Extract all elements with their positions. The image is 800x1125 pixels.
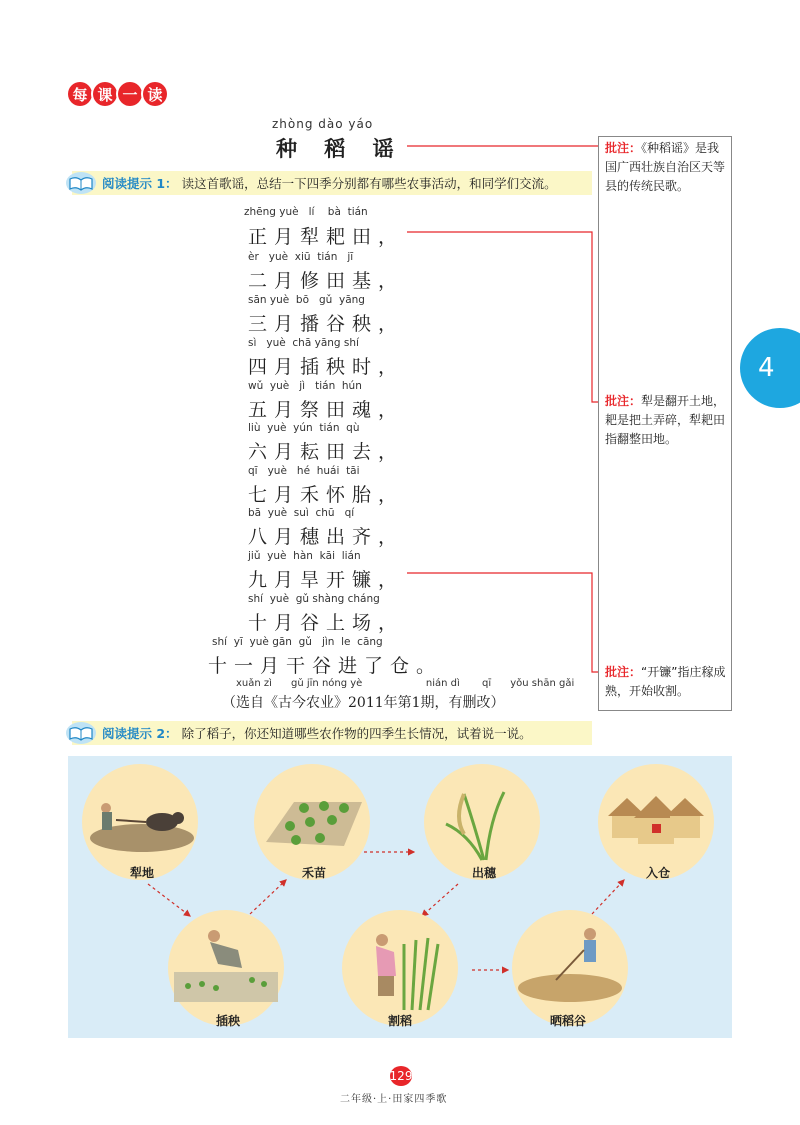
plowing-illustration (82, 764, 198, 880)
line-pinyin: shí yuè gǔ shàng cháng (248, 593, 380, 605)
stage-label: 插秧 (216, 1014, 241, 1028)
source-pinyin: xuǎn zì gǔ jīn nóng yè nián dì qī yǒu shān gǎi (236, 678, 575, 689)
line-pinyin: sì yuè chā yāng shí (248, 337, 359, 349)
stage-label: 犁地 (130, 866, 155, 880)
badge-char: 课 (93, 82, 117, 106)
stage-seedlings (254, 764, 370, 880)
line-pinyin: zhēng yuè lí bà tián (244, 206, 368, 218)
line-pinyin: sān yuè bō gǔ yāng (248, 294, 365, 306)
poem-line: 二月修田基， (248, 270, 405, 292)
stage-label: 出穗 (472, 866, 497, 880)
stage-label: 晒稻谷 (550, 1014, 587, 1028)
line-pinyin: èr yuè xiū tián jī (248, 251, 354, 263)
poem-line: 七月禾怀胎， (248, 484, 405, 506)
page-footer: 二年级·上·田家四季歌 (340, 1094, 448, 1105)
source-citation: （选自《古今农业》2011年第1期，有删改） (222, 695, 505, 711)
stage-harvesting (342, 910, 458, 1026)
poem-line: 三月播谷秧， (248, 313, 405, 335)
transplanting-illustration (168, 910, 284, 1026)
title-pinyin: zhòng dào yáo (272, 117, 374, 131)
poem-line: 十一月干谷进了仓。 (208, 655, 443, 677)
page-title: 种 稻 谣 (276, 136, 404, 161)
stage-heading (424, 764, 540, 880)
badge-char: 每 (68, 82, 92, 106)
hint-label: 阅读提示 2： (102, 726, 178, 741)
line-pinyin: liù yuè yún tián qù (248, 422, 360, 434)
annotation-1: 批注：《种稻谣》是我国广西壮族自治区天等县的传统民歌。 (605, 141, 726, 193)
drying-grain-illustration (512, 910, 628, 1026)
poem-line: 四月插秧时， (248, 356, 405, 378)
line-pinyin: qī yuè hé huái tāi (248, 465, 360, 477)
annotation-2: 批注：犁是翻开土地，耙是把土弄碎，犁耙田指翻整田地。 (605, 394, 726, 446)
line-pinyin: bā yuè suì chū qí (248, 507, 355, 519)
harvesting-illustration (342, 910, 458, 1026)
stage-label: 割稻 (388, 1014, 413, 1028)
book-icon (66, 722, 96, 744)
stage-drying (512, 910, 628, 1026)
connector-line (407, 573, 598, 672)
poem-line: 八月穗出齐， (248, 526, 405, 548)
stage-label: 入仓 (646, 866, 671, 880)
annotation-3: 批注：“开镰”指庄稼成熟，开始收割。 (605, 665, 726, 698)
line-pinyin: wǔ yuè jì tián hún (248, 380, 362, 392)
granary-illustration (598, 764, 714, 880)
line-pinyin: jiǔ yuè hàn kāi lián (248, 550, 361, 562)
stage-transplanting (168, 910, 284, 1026)
hint-text: 读这首歌谣，总结一下四季分别都有哪些农事活动，和同学们交流。 (181, 176, 557, 191)
hint-label: 阅读提示 1： (102, 176, 178, 191)
annotation-box (598, 136, 732, 711)
poem-line: 五月祭田魂， (248, 399, 405, 421)
stage-storing (598, 764, 714, 880)
poem-line: 正月犁耙田， (248, 226, 405, 248)
stage-label: 禾苗 (302, 866, 327, 880)
stage-plowing (82, 764, 198, 880)
poem-line: 六月耘田去， (248, 441, 405, 463)
badge-char: 一 (118, 82, 142, 106)
poem-line: 九月旱开镰， (248, 569, 405, 591)
rice-ear-illustration (424, 764, 540, 880)
badge-char: 读 (143, 82, 167, 106)
hint-text: 除了稻子，你还知道哪些农作物的四季生长情况，试着说一说。 (181, 726, 532, 741)
page-number: 129 (390, 1066, 412, 1086)
rice-cycle-diagram (68, 756, 732, 1038)
reading-hint-2 (72, 721, 592, 745)
seedlings-illustration (254, 764, 370, 880)
poem-line: 十月谷上场， (248, 612, 405, 634)
connector-line (407, 232, 598, 402)
unit-tab: 4 (740, 328, 800, 408)
line-pinyin: shí yī yuè gān gǔ jìn le cāng (212, 636, 383, 648)
